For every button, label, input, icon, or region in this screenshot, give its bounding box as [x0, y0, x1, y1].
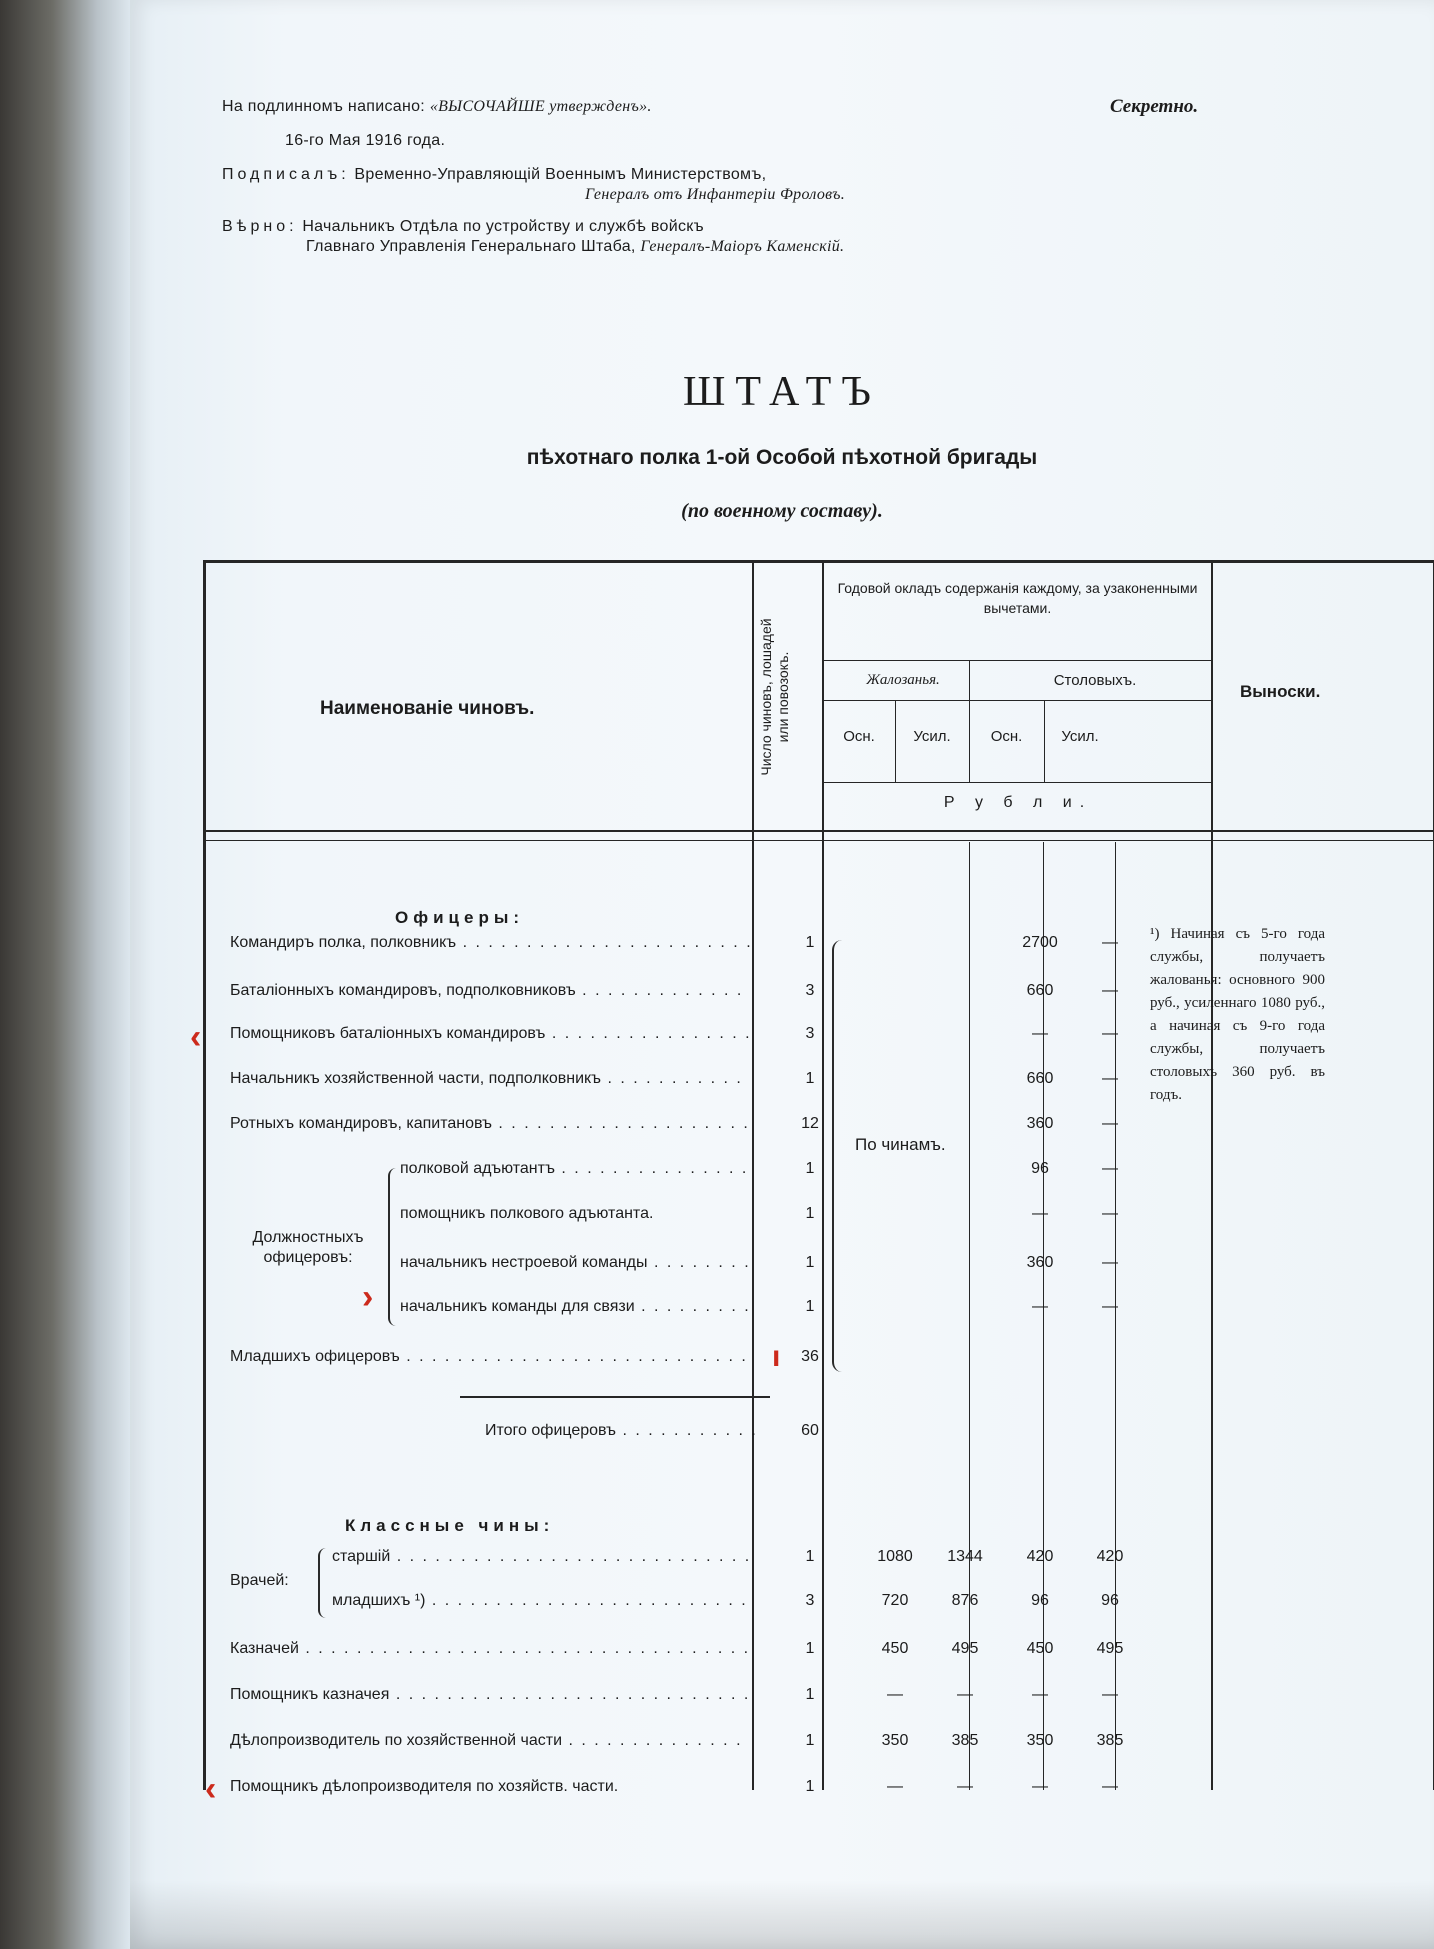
row-zh-usil: 1344 [947, 1548, 983, 1565]
row-name: Начальникъ хозяйственной части, подполковникъ . . . [230, 1070, 750, 1088]
row-stol-usil: — [1102, 1070, 1118, 1087]
duty-label-line1: Должностныхъ [252, 1229, 364, 1246]
row-zh-usil: — [957, 1778, 973, 1795]
row-count: 1 [805, 1205, 815, 1222]
row-stol-usil: — [1102, 1254, 1118, 1271]
row-stol-osn: 360 [1026, 1115, 1054, 1132]
row-zh-usil: 385 [951, 1732, 979, 1749]
date: 16-го Мая 1916 года. [285, 132, 446, 149]
row-stol-osn: — [1032, 1205, 1048, 1222]
red-arrow-mark: › [362, 1278, 374, 1316]
osn-header-2: Осн. [990, 728, 1023, 745]
row-name: Помощникъ казначея . . . [230, 1686, 750, 1704]
row-zh-osn: 350 [881, 1732, 909, 1749]
row-stol-usil: — [1102, 934, 1118, 951]
row-zh-osn: — [887, 1686, 903, 1703]
rubles-header: Р у б л и. [943, 794, 1093, 811]
table-row [0, 1732, 1434, 1762]
row-zh-osn: 450 [881, 1640, 909, 1657]
row-zh-usil: 495 [951, 1640, 979, 1657]
original-label: На подлинномъ написано: [222, 98, 426, 115]
row-st-usil: 96 [1101, 1592, 1119, 1609]
table-row [0, 1686, 1434, 1716]
row-stol-usil: — [1102, 982, 1118, 999]
row-count: 1 [805, 1686, 815, 1703]
row-count: 3 [805, 1025, 815, 1042]
table-row [0, 1254, 1434, 1284]
page-title: ШТАТЪ [683, 369, 881, 415]
row-stol-osn: 2700 [1022, 934, 1058, 951]
row-stol-osn: 96 [1031, 1160, 1049, 1177]
row-st-osn: 96 [1031, 1592, 1049, 1609]
secret-stamp: Секретно. [1110, 96, 1199, 117]
total-rule [460, 1396, 770, 1398]
row-count: 1 [805, 1732, 815, 1749]
row-stol-osn: 660 [1026, 982, 1054, 999]
row-stol-usil: — [1102, 1298, 1118, 1315]
by-rank-brace [832, 940, 844, 1372]
original-value: «ВЫСОЧАЙШЕ утвержденъ». [429, 98, 652, 115]
row-stol-osn: — [1032, 1298, 1048, 1315]
composition-note: (по военному составу). [681, 500, 883, 522]
row-stol-osn: — [1032, 1025, 1048, 1042]
row-name: начальникъ нестроевой команды . . . [400, 1254, 750, 1272]
row-st-osn: 420 [1026, 1548, 1054, 1565]
officers-heading: Офицеры: [395, 908, 525, 927]
red-tick-mark: ı [772, 1340, 781, 1373]
row-count: 1 [805, 1254, 815, 1271]
row-name: полковой адъютантъ . . . [400, 1160, 750, 1178]
row-st-osn: — [1032, 1686, 1048, 1703]
row-count: 1 [805, 1160, 815, 1177]
verified-label: Вѣрно: [222, 218, 298, 235]
red-check-mark: ‹ [190, 1018, 202, 1056]
col-header-name: Наименованіе чиновъ. [320, 698, 535, 719]
row-count: 1 [805, 934, 815, 951]
row-name: Дѣлопроизводитель по хозяйственной части . . . [230, 1732, 750, 1750]
row-st-usil: 385 [1096, 1732, 1124, 1749]
table-row [0, 1298, 1434, 1328]
row-zh-osn: 1080 [877, 1548, 913, 1565]
row-name: Ротныхъ командировъ, капитановъ . . . [230, 1115, 750, 1133]
row-zh-usil: — [957, 1686, 973, 1703]
row-st-usil: 420 [1096, 1548, 1124, 1565]
row-count: 1 [805, 1298, 815, 1315]
salary-group-header: Годовой окладъ содержанія каждому, за узаконенными вычетами. [837, 580, 1198, 616]
row-zh-osn: 720 [881, 1592, 909, 1609]
row-name: младшихъ ¹) . . . [332, 1592, 750, 1610]
row-st-usil: — [1102, 1686, 1118, 1703]
signed-line-2: Генералъ отъ Инфантеріи Фроловъ. [585, 186, 846, 203]
col-header-notes: Выноски. [1240, 682, 1321, 701]
footnote: ¹) Начиная съ 5-го года службы, получаетъ жалованья: основного 900 руб., усиленнаго 1080 руб., а начиная съ 9-го года службы, получаетъ столовыхъ 360 руб. въ годъ. [1150, 926, 1325, 1103]
row-zh-usil: 876 [951, 1592, 979, 1609]
doctors-label: Врачей: [230, 1572, 289, 1589]
signed-label: Подписалъ: [222, 166, 350, 183]
verified-text-2: Главнаго Управленія Генеральнаго Штаба, [306, 238, 636, 255]
row-name: Командиръ полка, полковникъ . . . [230, 934, 750, 952]
row-zh-osn: — [887, 1778, 903, 1795]
row-name: помощникъ полкового адъютанта. [400, 1205, 654, 1222]
by-rank-label: По чинамъ. [855, 1135, 946, 1154]
row-stol-osn: 360 [1026, 1254, 1054, 1271]
zhalovanya-header: Жалозанья. [866, 672, 940, 688]
row-count: 12 [801, 1115, 819, 1132]
usil-header-1: Усил. [913, 728, 951, 745]
row-name: начальникъ команды для связи . . . [400, 1298, 750, 1316]
row-st-usil: 495 [1096, 1640, 1124, 1657]
table-row [0, 1160, 1434, 1190]
row-stol-usil: — [1102, 1160, 1118, 1177]
table-row [0, 1205, 1434, 1235]
row-name: старшій . . . [332, 1548, 750, 1566]
table-row-total [0, 1422, 1434, 1452]
page-subtitle: пѣхотнаго полка 1-ой Особой пѣхотной бригады [526, 446, 1038, 469]
row-count: 3 [805, 982, 815, 999]
count-header-line1: Число чиновъ, лошадей [758, 618, 774, 776]
row-name: Помощникъ дѣлопроизводителя по хозяйств. части. [230, 1778, 619, 1795]
table-row [0, 1592, 1434, 1622]
row-st-osn: 350 [1026, 1732, 1054, 1749]
row-count: 1 [805, 1548, 815, 1565]
row-stol-osn: 660 [1026, 1070, 1054, 1087]
total-label: Итого офицеровъ . . . [485, 1422, 765, 1440]
verified-text-1: Начальникъ Отдѣла по устройству и службѣ войскъ [302, 218, 704, 235]
row-count: 1 [805, 1778, 815, 1795]
stolovykh-header: Столовыхъ. [1053, 672, 1137, 689]
document-page [130, 0, 1434, 1949]
usil-header-2: Усил. [1061, 728, 1099, 745]
row-stol-usil: — [1102, 1115, 1118, 1132]
row-count: 1 [805, 1640, 815, 1657]
row-st-osn: — [1032, 1778, 1048, 1795]
page-bottom-shadow [130, 1880, 1434, 1949]
row-count: 3 [805, 1592, 815, 1609]
table-row [0, 1548, 1434, 1578]
class-ranks-heading: Классные чины: [345, 1516, 555, 1535]
row-stol-usil: — [1102, 1205, 1118, 1222]
count-header-line2: или повозокъ. [775, 651, 791, 743]
row-name: Баталіонныхъ командировъ, подполковниковъ . . . [230, 982, 750, 1000]
signed-text-1: Временно-Управляющій Военнымъ Министерствомъ, [354, 166, 767, 183]
row-count: 1 [805, 1070, 815, 1087]
table-row [0, 1348, 1434, 1378]
row-count: 36 [801, 1348, 819, 1365]
duty-label-line2: офицеровъ: [263, 1249, 353, 1266]
row-name: Помощниковъ баталіонныхъ командировъ . . . [230, 1025, 750, 1043]
row-stol-usil: — [1102, 1025, 1118, 1042]
row-st-usil: — [1102, 1778, 1118, 1795]
red-check-mark: ‹ [205, 1770, 217, 1808]
table-row [0, 1115, 1434, 1145]
osn-header-1: Осн. [843, 728, 875, 745]
row-name: Казначей . . . [230, 1640, 750, 1658]
verified-name: Генералъ-Маіоръ Каменскій. [640, 238, 845, 255]
table-row [0, 1640, 1434, 1670]
row-name: Младшихъ офицеровъ . . . [230, 1348, 750, 1366]
row-st-osn: 450 [1026, 1640, 1054, 1657]
total-count: 60 [801, 1422, 819, 1439]
